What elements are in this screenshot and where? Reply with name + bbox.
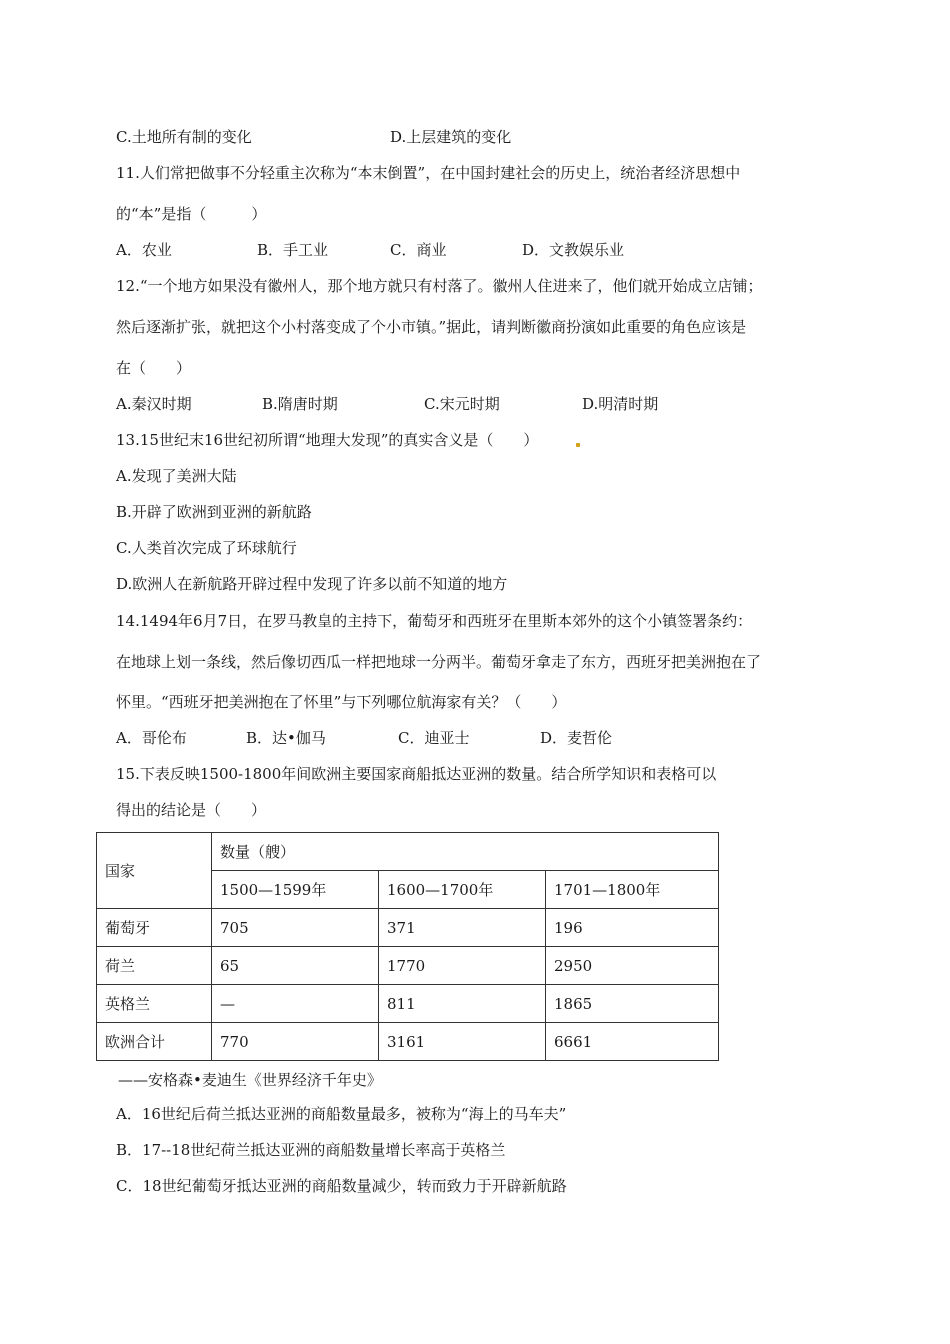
table-source: ——安格森•麦迪生《世界经济千年史》 (118, 1071, 382, 1089)
q14-stem-line2: 在地球上划一条线，然后像切西瓜一样把地球一分两半。葡萄牙拿走了东方，西班牙把美洲抱在了 (116, 653, 762, 671)
table-row (97, 909, 719, 947)
table-row (97, 947, 719, 985)
q12-stem-line2: 然后逐渐扩张，就把这个小村落变成了个小市镇。”据此，请判断徽商扮演如此重要的角色应该是 (116, 318, 747, 336)
q15-option-c: C．18世纪葡萄牙抵达亚洲的商船数量减少，转而致力于开辟新航路 (116, 1177, 567, 1195)
table-cell: 2950 (546, 947, 719, 985)
q11-option-a: A．农业 (116, 241, 172, 259)
q11-stem-line1: 11.人们常把做事不分轻重主次称为“本末倒置”，在中国封建社会的历史上，统治者经济思想中 (116, 164, 741, 182)
q14-stem-line1: 14.1494年6月7日，在罗马教皇的主持下，葡萄牙和西班牙在里斯本郊外的这个小镇签署条约： (116, 612, 753, 630)
table-cell: — (212, 985, 379, 1023)
table-header-row (97, 833, 719, 871)
q10-option-c: C.土地所有制的变化 (116, 128, 252, 146)
q15-stem-line1: 15.下表反映1500-1800年间欧洲主要国家商船抵达亚洲的数量。结合所学知识和表格可以 (116, 765, 717, 783)
row-country: 欧洲合计 (97, 1023, 212, 1061)
q12-option-c: C.宋元时期 (424, 395, 500, 413)
q12-stem-line1: 12.“一个地方如果没有徽州人，那个地方就只有村落了。徽州人住进来了，他们就开始成立店铺； (116, 277, 763, 295)
q12-stem-line3: 在（ ） (116, 359, 192, 377)
q11-option-b: B．手工业 (257, 241, 329, 259)
q14-option-d: D．麦哲伦 (540, 729, 613, 747)
table-row (97, 985, 719, 1023)
q11-option-d: D．文教娱乐业 (522, 241, 625, 259)
header-period: 1701—1800年 (546, 871, 719, 909)
q14-option-b: B．达•伽马 (246, 729, 326, 747)
decorative-dot (576, 443, 580, 447)
table-cell: 65 (212, 947, 379, 985)
row-country: 葡萄牙 (97, 909, 212, 947)
table-cell: 6661 (546, 1023, 719, 1061)
q12-option-a: A.秦汉时期 (116, 395, 192, 413)
q13-option-c: C.人类首次完成了环球航行 (116, 539, 297, 557)
q13-option-a: A.发现了美洲大陆 (116, 467, 237, 485)
q15-option-b: B．17--18世纪荷兰抵达亚洲的商船数量增长率高于英格兰 (116, 1141, 506, 1159)
table-row (97, 1023, 719, 1061)
ship-count-table (96, 832, 719, 1061)
table-cell: 1865 (546, 985, 719, 1023)
q14-stem-line3: 怀里。“西班牙把美洲抱在了怀里”与下列哪位航海家有关？（ ） (116, 693, 567, 711)
q11-option-c: C．商业 (390, 241, 447, 259)
table-cell: 196 (546, 909, 719, 947)
q13-option-d: D.欧洲人在新航路开辟过程中发现了许多以前不知道的地方 (116, 575, 508, 593)
header-country: 国家 (97, 833, 212, 909)
header-count: 数量（艘） (212, 833, 719, 871)
table-cell: 3161 (379, 1023, 546, 1061)
q15-stem-line2: 得出的结论是（ ） (116, 801, 267, 819)
table-cell: 705 (212, 909, 379, 947)
q12-option-d: D.明清时期 (582, 395, 659, 413)
q15-option-a: A．16世纪后荷兰抵达亚洲的商船数量最多，被称为“海上的马车夫” (116, 1105, 567, 1123)
q14-option-c: C．迪亚士 (398, 729, 470, 747)
q14-option-a: A．哥伦布 (116, 729, 187, 747)
table-cell: 1770 (379, 947, 546, 985)
row-country: 英格兰 (97, 985, 212, 1023)
header-period: 1600—1700年 (379, 871, 546, 909)
q13-option-b: B.开辟了欧洲到亚洲的新航路 (116, 503, 312, 521)
q13-stem: 13.15世纪末16世纪初所谓“地理大发现”的真实含义是（ ） (116, 431, 539, 449)
q12-option-b: B.隋唐时期 (262, 395, 338, 413)
row-country: 荷兰 (97, 947, 212, 985)
q11-stem-line2: 的“本”是指（ ） (116, 205, 267, 223)
header-period: 1500—1599年 (212, 871, 379, 909)
table-cell: 770 (212, 1023, 379, 1061)
q10-option-d: D.上层建筑的变化 (390, 128, 512, 146)
table-cell: 371 (379, 909, 546, 947)
table-cell: 811 (379, 985, 546, 1023)
